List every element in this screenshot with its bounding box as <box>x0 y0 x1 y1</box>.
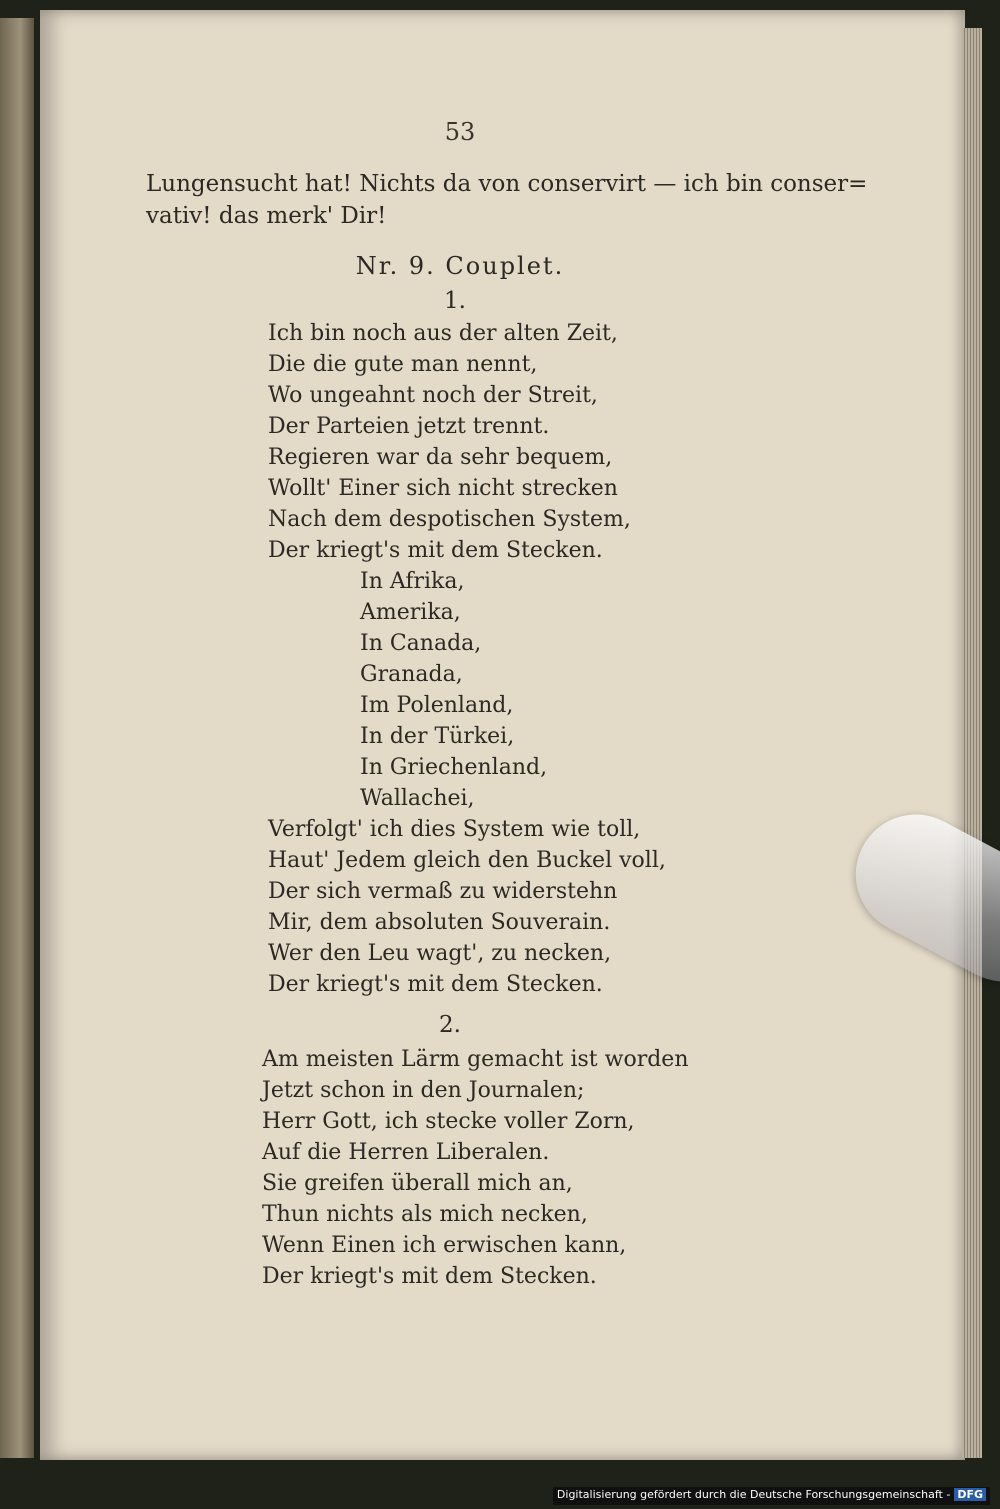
verse-line: Die die gute man nennt, <box>268 352 538 377</box>
stanza-number: 1. <box>444 288 466 314</box>
verse-line: Der Parteien jetzt trennt. <box>268 414 550 439</box>
prose-line: vativ! das merk' Dir! <box>146 203 387 229</box>
verse-line: Am meisten Lärm gemacht ist worden <box>262 1047 689 1072</box>
stanza-1 <box>268 318 666 1000</box>
prose-paragraph <box>146 168 868 232</box>
verse-line: Sie greifen überall mich an, <box>262 1171 573 1196</box>
verse-line: Wallachei, <box>360 786 475 811</box>
verse-line: Ich bin noch aus der alten Zeit, <box>268 321 618 346</box>
verse-line: Wollt' Einer sich nicht strecken <box>268 476 618 501</box>
verse-line: Der kriegt's mit dem Stecken. <box>262 1264 597 1289</box>
digitization-footer <box>553 1487 990 1505</box>
verse-line: Im Polenland, <box>360 693 514 718</box>
verse-line: Wo ungeahnt noch der Streit, <box>268 383 598 408</box>
dfg-logo: DFG <box>954 1488 986 1501</box>
verse-line: Regieren war da sehr bequem, <box>268 445 613 470</box>
verse-line: Auf die Herren Liberalen. <box>262 1140 550 1165</box>
verse-line: Der kriegt's mit dem Stecken. <box>268 538 603 563</box>
prose-line: Lungensucht hat! Nichts da von conservirt — ich bin conser= <box>146 171 868 197</box>
verse-line: Jetzt schon in den Journalen; <box>262 1078 585 1103</box>
verse-line: Mir, dem absoluten Souverain. <box>268 910 611 935</box>
verse-line: In Canada, <box>360 631 482 656</box>
page-edges <box>962 28 982 1458</box>
couplet-heading: Nr. 9. Couplet. <box>355 252 565 280</box>
verse-line: Verfolgt' ich dies System wie toll, <box>268 817 641 842</box>
verse-line: Nach dem despotischen System, <box>268 507 631 532</box>
verse-line: Granada, <box>360 662 463 687</box>
stanza-number: 2. <box>439 1012 461 1038</box>
verse-line: Der sich vermaß zu widerstehn <box>268 879 618 904</box>
verse-line: Der kriegt's mit dem Stecken. <box>268 972 603 997</box>
verse-line: In Griechenland, <box>360 755 548 780</box>
page-number: 53 <box>444 118 476 146</box>
verse-line: Haut' Jedem gleich den Buckel voll, <box>268 848 666 873</box>
verse-line: In Afrika, <box>360 569 465 594</box>
left-page-edge <box>0 18 34 1458</box>
verse-line: Thun nichts als mich necken, <box>262 1202 588 1227</box>
verse-line: Amerika, <box>360 600 461 625</box>
verse-line: In der Türkei, <box>360 724 515 749</box>
verse-line: Wer den Leu wagt', zu necken, <box>268 941 612 966</box>
footer-text: Digitalisierung gefördert durch die Deutsche Forschungsgemeinschaft - <box>556 1488 951 1501</box>
verse-line: Wenn Einen ich erwischen kann, <box>262 1233 627 1258</box>
verse-line: Herr Gott, ich stecke voller Zorn, <box>262 1109 635 1134</box>
stanza-2 <box>262 1044 689 1292</box>
